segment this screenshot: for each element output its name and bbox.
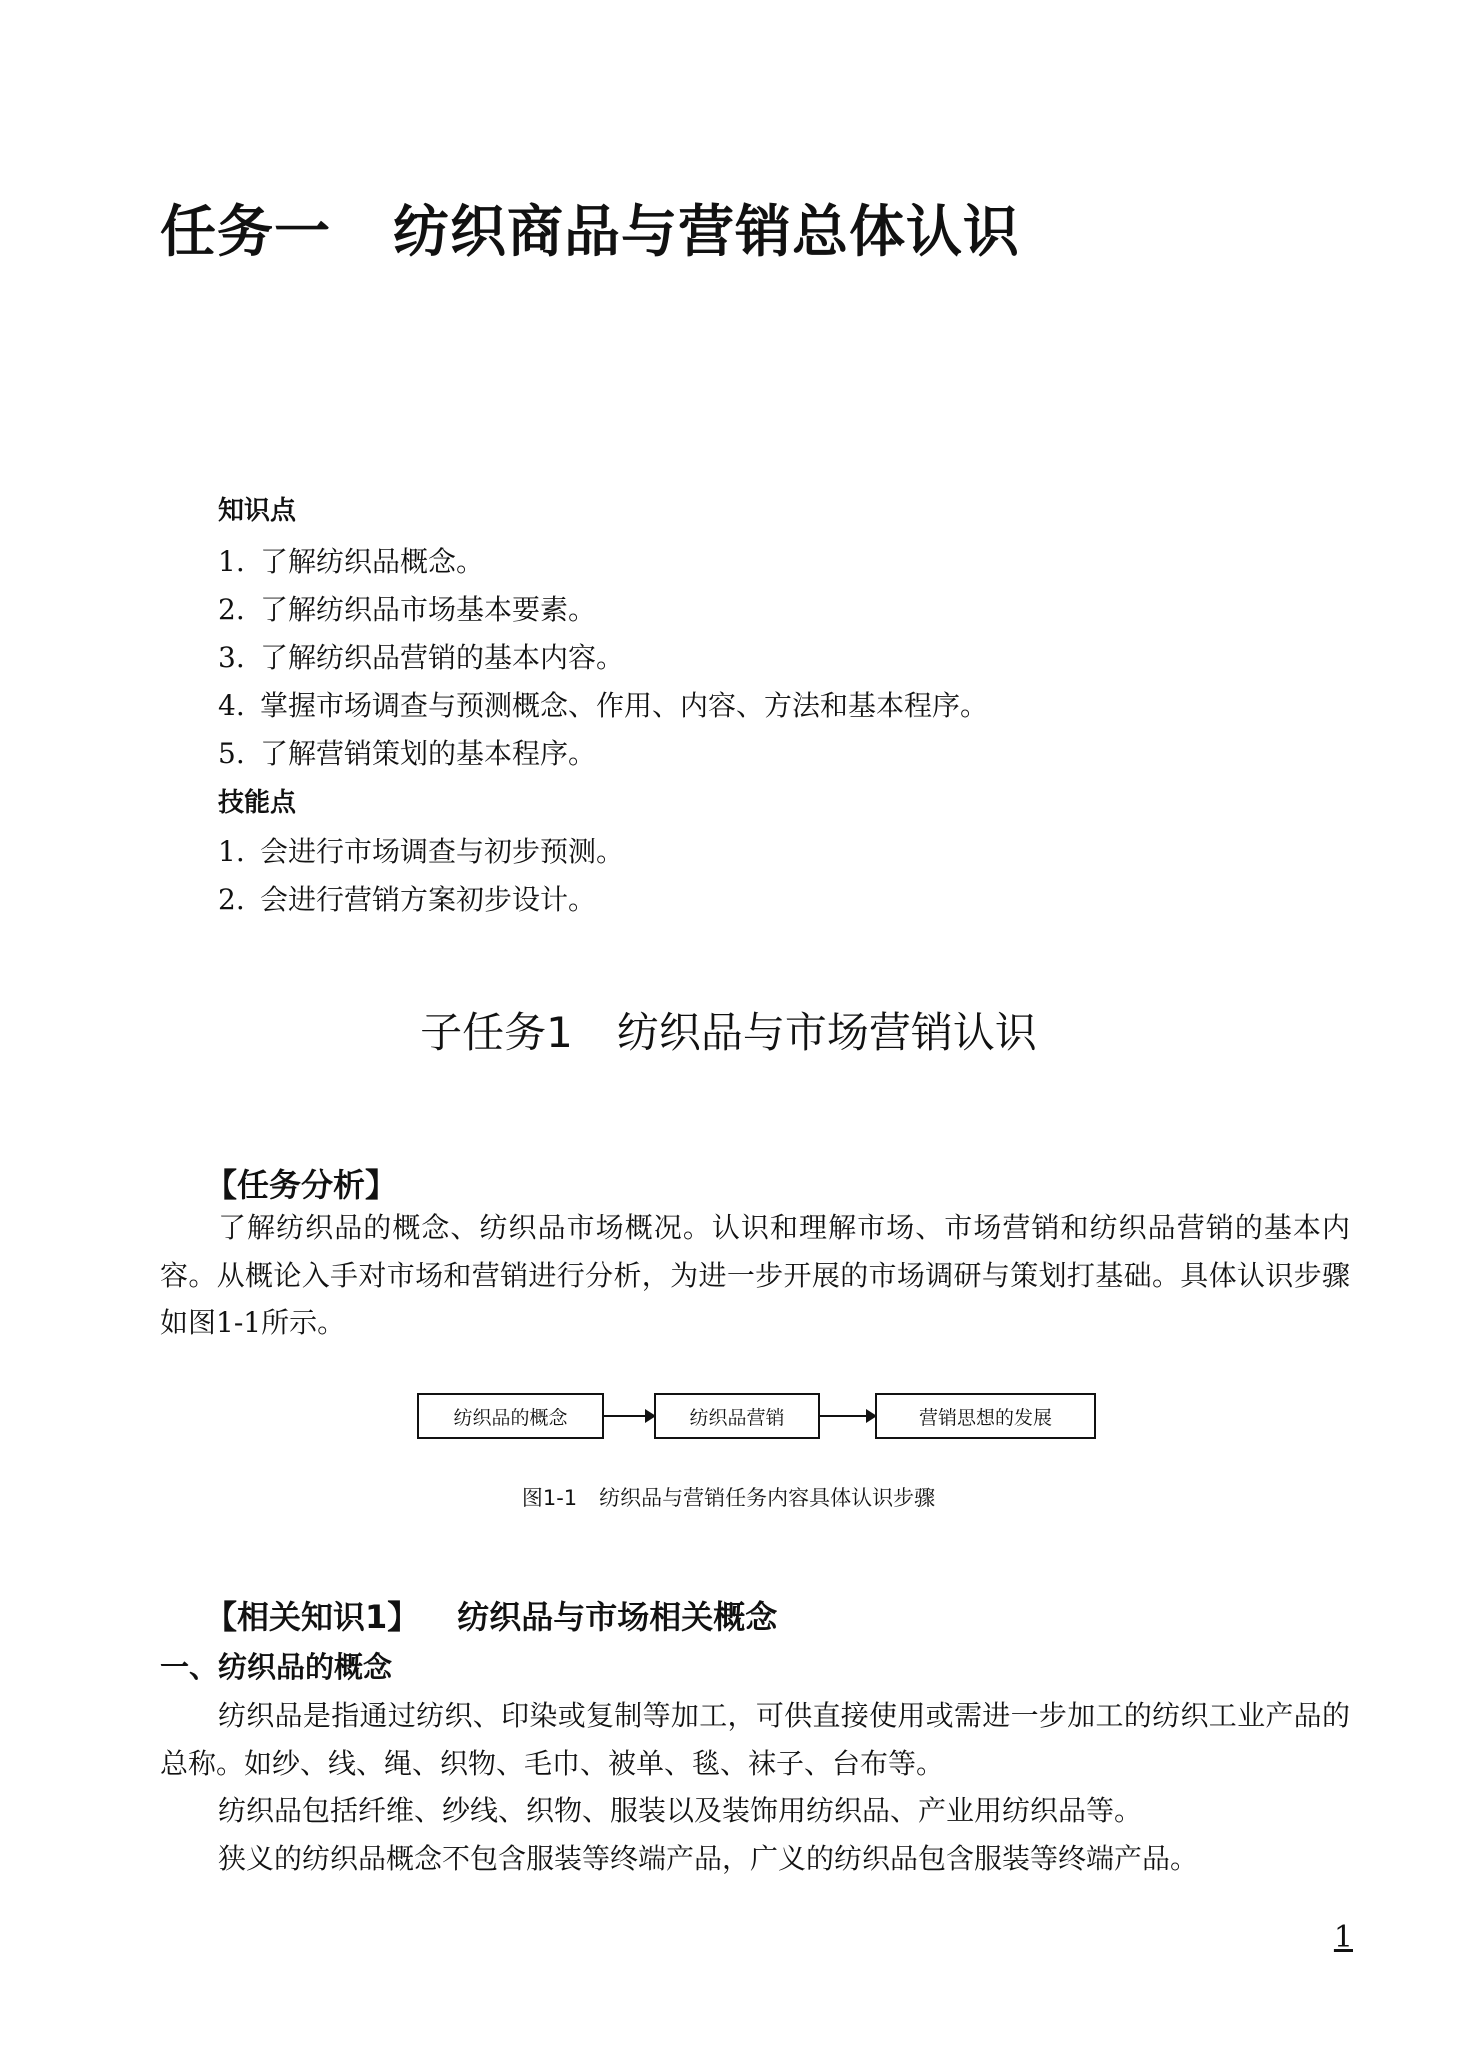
paragraph-text: 狭义的纺织品概念不包含服装等终端产品，广义的纺织品包含服装等终端产品。 — [218, 1841, 1199, 1875]
knowledge-item-number: 3. — [218, 641, 245, 674]
knowledge-item-number: 5. — [218, 737, 245, 770]
knowledge-item-text: 了解纺织品市场基本要素。 — [260, 593, 597, 626]
figure-caption-text: 纺织品与营销任务内容具体认识步骤 — [599, 1486, 936, 1510]
flow-step-1: 纺织品的概念 — [417, 1393, 604, 1439]
knowledge-item-text: 了解营销策划的基本程序。 — [260, 737, 597, 770]
skill-item-number: 1. — [218, 835, 245, 868]
knowledge-item-number: 4. — [218, 689, 245, 722]
subtask-label: 子任务1 — [420, 1008, 573, 1057]
knowledge-item — [218, 732, 596, 772]
skill-item — [218, 878, 596, 918]
skill-item-number: 2. — [218, 883, 245, 916]
flow-step-2: 纺织品营销 — [654, 1393, 820, 1439]
related-knowledge-title: 纺织品与市场相关概念 — [457, 1598, 778, 1636]
skill-item-text: 会进行营销方案初步设计。 — [260, 883, 597, 916]
knowledge-heading: 知识点 — [218, 496, 297, 526]
flow-step-3: 营销思想的发展 — [875, 1393, 1096, 1439]
chapter-title-text: 纺织商品与营销总体认识 — [393, 200, 1020, 265]
skills-heading: 技能点 — [218, 788, 297, 818]
task-analysis-paragraph — [160, 1204, 1350, 1347]
paragraph-text: 纺织品是指通过纺织、印染或复制等加工，可供直接使用或需进一步加工的纺织工业产品的总称。如纱、线、绳、织物、毛巾、被单、毯、袜子、台布等。 — [160, 1699, 1350, 1780]
skill-item — [218, 830, 624, 870]
paragraph-text: 纺织品包括纤维、纱线、织物、服装以及装饰用纺织品、产业用纺织品等。 — [218, 1794, 1143, 1827]
figure-caption — [0, 1482, 1457, 1512]
knowledge-item — [218, 636, 624, 676]
knowledge-item-text: 了解纺织品营销的基本内容。 — [260, 641, 625, 674]
related-knowledge-label: 【相关知识1】 — [205, 1598, 420, 1636]
subtask-title-text: 纺织品与市场营销认识 — [616, 1008, 1037, 1057]
subtask-title — [0, 1000, 1457, 1060]
knowledge-item-text: 了解纺织品概念。 — [260, 545, 485, 578]
knowledge-item — [218, 684, 988, 724]
knowledge-item-text: 掌握市场调查与预测概念、作用、内容、方法和基本程序。 — [260, 689, 989, 722]
subsection-body — [160, 1692, 1350, 1882]
paragraph-text: 了解纺织品的概念、纺织品市场概况。认识和理解市场、市场营销和纺织品营销的基本内容。从概论入手对市场和营销进行分析，为进一步开展的市场调研与策划打基础。具体认识步骤如图1-1所示。 — [160, 1211, 1350, 1339]
figure-number: 图1-1 — [521, 1486, 578, 1510]
flow-arrow-icon — [604, 1415, 654, 1417]
subsection-heading: 一、纺织品的概念 — [160, 1650, 393, 1684]
knowledge-item-number: 1. — [218, 545, 245, 578]
task-analysis-heading: 【任务分析】 — [205, 1166, 398, 1204]
chapter-label: 任务一 — [160, 200, 331, 265]
skill-item-text: 会进行市场调查与初步预测。 — [260, 835, 625, 868]
related-knowledge-heading — [205, 1592, 777, 1638]
knowledge-item — [218, 588, 596, 628]
flow-arrow-icon — [820, 1415, 875, 1417]
chapter-title — [160, 188, 1020, 268]
page-number: 1 — [1333, 1920, 1353, 1955]
knowledge-item — [218, 540, 484, 580]
knowledge-item-number: 2. — [218, 593, 245, 626]
